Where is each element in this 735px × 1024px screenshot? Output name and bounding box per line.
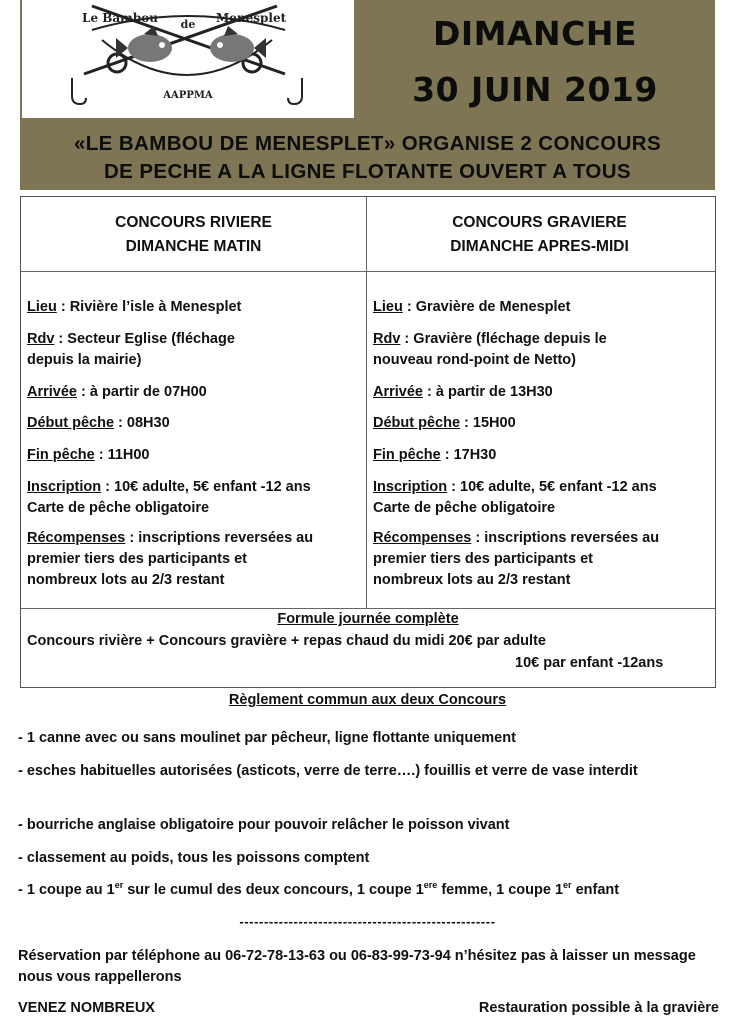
formule-price-child: 10€ par enfant -12ans <box>515 655 664 671</box>
river-debut: Début pêche : 08H30 <box>27 415 170 431</box>
rule-item: - 1 canne avec ou sans moulinet par pêcheur, ligne flottante uniquement <box>18 730 516 746</box>
headline-line-1: «LE BAMBOU DE MENESPLET» ORGANISE 2 CONCOURS <box>73 132 662 155</box>
gravel-fin: Fin pêche : 17H30 <box>373 447 497 463</box>
separator-dashes: ---------------------------------------------------- <box>239 914 496 929</box>
formule-price-adult: Concours rivière + Concours gravière + repas chaud du midi 20€ par adulte <box>27 633 546 649</box>
rules-title: Règlement commun aux deux Concours <box>228 692 507 708</box>
gravel-recompenses: Récompenses : inscriptions reversées au premier tiers des participants et nombreux lots au 2/3 restant <box>373 530 660 588</box>
river-fin: Fin pêche : 11H00 <box>27 447 150 463</box>
rule-item: - classement au poids, tous les poissons comptent <box>18 850 370 866</box>
logo-text-right: Menesplet <box>216 11 287 25</box>
rule-item-trophies: - 1 coupe au 1er sur le cumul des deux concours, 1 coupe 1ere femme, 1 coupe 1er enfant <box>18 880 620 898</box>
logo-text-aappma: AAPPMA <box>163 90 213 101</box>
gravel-rdv: Rdv : Gravière (fléchage depuis le nouveau rond-point de Netto) <box>373 331 607 368</box>
footer-left-text: VENEZ NOMBREUX <box>18 1000 155 1016</box>
event-date: 30 JUIN 2019 <box>412 70 658 109</box>
river-recompenses: Récompenses : inscriptions reversées au premier tiers des participants et nombreux lots au 2/3 restant <box>27 530 314 588</box>
event-day: DIMANCHE <box>432 14 638 53</box>
rule-item: - esches habituelles autorisées (asticots, verre de terre….) fouillis et verre de vase interdit <box>18 763 638 779</box>
club-logo <box>22 0 354 118</box>
logo-text-mid: de <box>180 18 196 31</box>
river-rdv: Rdv : Secteur Eglise (fléchage depuis la mairie) <box>27 331 235 368</box>
gravel-debut: Début pêche : 15H00 <box>373 415 516 431</box>
headline-line-2: DE PECHE A LA LIGNE FLOTANTE OUVERT A TOUS <box>103 160 632 183</box>
river-lieu: Lieu : Rivière l’isle à Menesplet <box>27 299 242 315</box>
logo-text-left: Le Bambou <box>82 11 158 25</box>
row-divider <box>21 608 715 609</box>
river-contest-title: CONCOURS RIVIERE DIMANCHE MATIN <box>115 214 272 255</box>
river-inscription: Inscription : 10€ adulte, 5€ enfant -12 ans Carte de pêche obligatoire <box>27 479 311 516</box>
row-divider <box>21 271 715 272</box>
footer-right-text: Restauration possible à la gravière <box>478 1000 719 1016</box>
formule-title: Formule journée complète <box>277 611 459 627</box>
gravel-contest-title: CONCOURS GRAVIERE DIMANCHE APRES-MIDI <box>450 214 629 255</box>
gravel-lieu: Lieu : Gravière de Menesplet <box>373 299 571 315</box>
rule-item: - bourriche anglaise obligatoire pour pouvoir relâcher le poisson vivant <box>18 817 510 833</box>
contests-table <box>20 196 716 688</box>
river-arrivee: Arrivée : à partir de 07H00 <box>27 384 207 400</box>
fishing-logo-icon <box>22 0 354 118</box>
gravel-arrivee: Arrivée : à partir de 13H30 <box>373 384 553 400</box>
reservation-text: Réservation par téléphone au 06-72-78-13-63 ou 06-83-99-73-94 n’hésitez pas à laisser un message nous vous rappellerons <box>18 948 696 985</box>
gravel-inscription: Inscription : 10€ adulte, 5€ enfant -12 ans Carte de pêche obligatoire <box>373 479 657 516</box>
